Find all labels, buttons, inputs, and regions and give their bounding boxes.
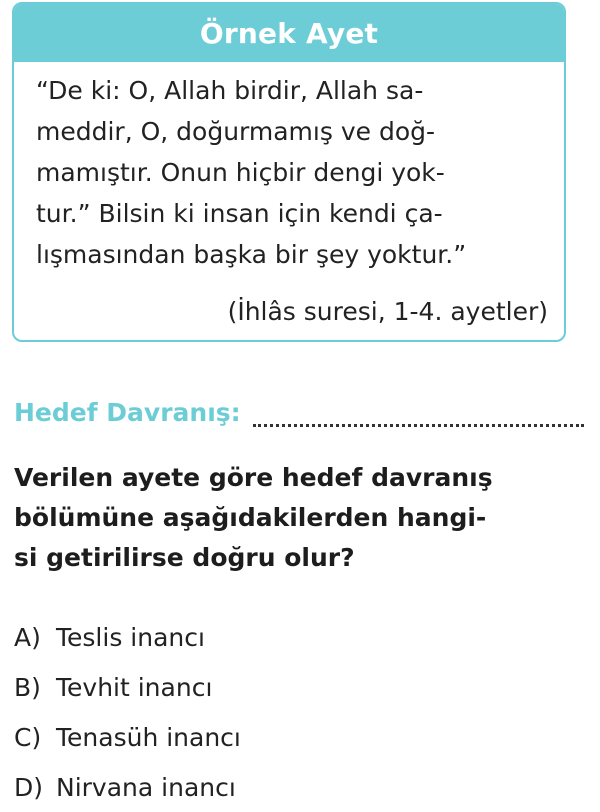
verse-text: [36, 70, 548, 275]
verse-line: meddir, O, doğurmamış ve doğ-: [36, 117, 435, 146]
verse-line: lışmasından başka bir şey yoktur.”: [36, 240, 467, 269]
target-behavior-label: Hedef Davranış:: [14, 397, 241, 427]
question-line: si getirilirse doğru olur?: [14, 543, 355, 572]
target-behavior-blank: [253, 398, 584, 427]
option-letter: C): [14, 722, 42, 752]
question-line: Verilen ayete göre hedef davranış: [14, 463, 493, 492]
option-text: Nirvana inancı: [56, 772, 236, 802]
verse-line: tur.” Bilsin ki insan için kendi ça-: [36, 199, 443, 228]
option-letter: D): [14, 772, 44, 802]
verse-source: (İhlâs suresi, 1-4. ayetler): [227, 297, 548, 326]
option-text: Tenasüh inancı: [56, 722, 241, 752]
question-text: [14, 458, 594, 578]
answer-options: [14, 612, 241, 812]
option-letter: B): [14, 672, 41, 702]
option-text: Tevhit inancı: [56, 672, 213, 702]
option-b[interactable]: [14, 662, 241, 712]
target-behavior-row: [14, 392, 586, 432]
example-verse-header: [14, 4, 564, 62]
option-a[interactable]: [14, 612, 241, 662]
option-c[interactable]: [14, 712, 241, 762]
verse-line: “De ki: O, Allah birdir, Allah sa-: [36, 76, 424, 105]
example-verse-title: Örnek Ayet: [199, 16, 379, 50]
option-d[interactable]: [14, 762, 241, 812]
verse-line: mamıştır. Onun hiçbir dengi yok-: [36, 158, 445, 187]
option-text: Teslis inancı: [56, 622, 205, 652]
example-verse-box: [12, 2, 566, 342]
option-letter: A): [14, 622, 41, 652]
question-line: bölümüne aşağıdakilerden hangi-: [14, 503, 487, 532]
